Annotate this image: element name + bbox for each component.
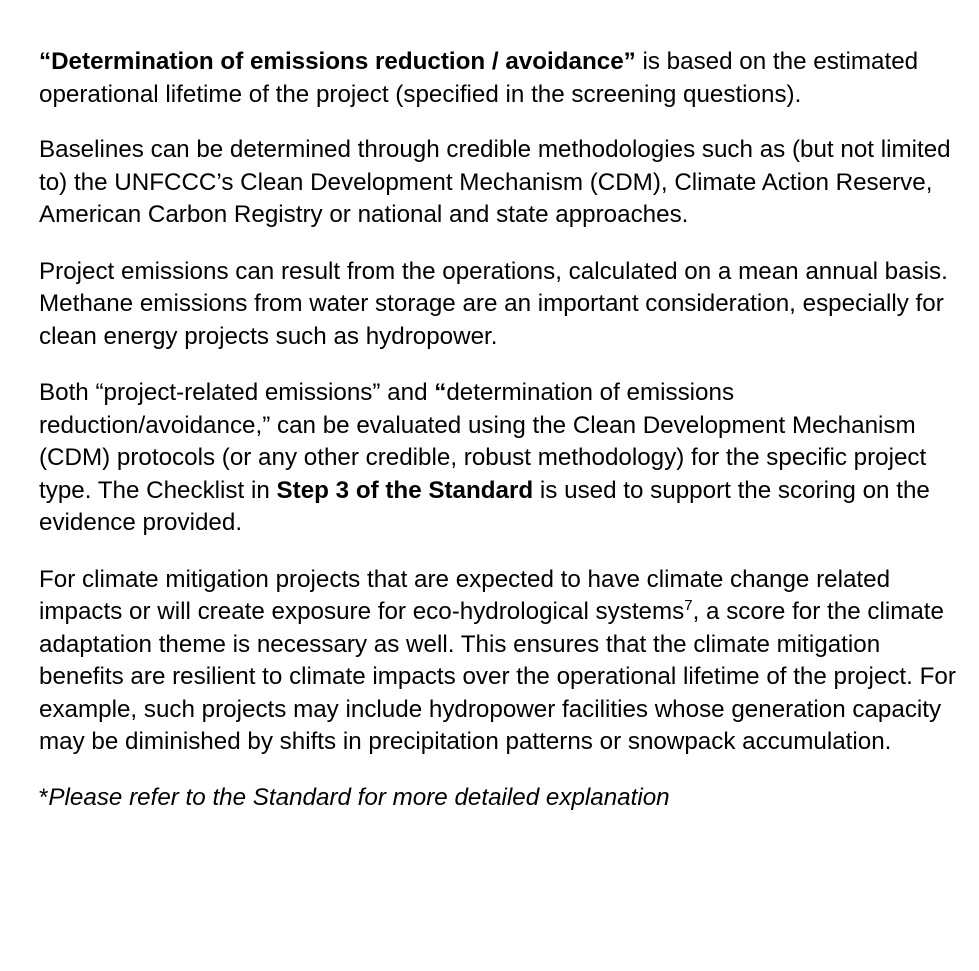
paragraph-text: Both “project-related emissions” and [39, 379, 435, 406]
note-asterisk: * [39, 783, 49, 811]
paragraph-text: For climate mitigation projects that are expected to have climate change related impacts or will create exposure for eco-hydrological systems [39, 565, 891, 625]
term-step-3: Step 3 of the Standard [276, 476, 534, 504]
paragraph-text: is used to support the scoring on the evidence provided. [39, 476, 930, 536]
paragraph-baselines [39, 134, 969, 232]
bold-quote-mark: “ [434, 379, 447, 406]
paragraph-evaluation [39, 377, 969, 540]
note-text: Please refer to the Standard for more detailed explanation [48, 783, 670, 811]
document-body [39, 46, 969, 814]
paragraph-climate-mitigation [39, 564, 969, 759]
paragraph-determination [39, 46, 969, 111]
paragraph-text: Baselines can be determined through credible methodologies such as (but not limited to) the UNFCCC’s Clean Development Mechanism (CDM), Climate Action Reserve, American Carbon Registry or national and state approaches. [39, 136, 951, 228]
paragraph-text: , a score for the climate adaptation theme is necessary as well. This ensures that the climate mitigation benefits are resilient to climate impacts over the operational lifetime of the project. For example, such projects may include hydropower facilities whose generation capacity may be diminished by shifts in precipitation patterns or snowpack accumulation. [39, 598, 956, 755]
paragraph-text: is based on the estimated operational lifetime of the project (specified in the screening questions). [39, 48, 919, 108]
paragraph-project-emissions [39, 256, 969, 354]
standard-note [39, 782, 969, 815]
paragraph-text: Project emissions can result from the operations, calculated on a mean annual basis. Methane emissions from water storage are an important consideration, especially for clean energy projects such as hydropower. [39, 257, 948, 350]
term-determination: “Determination of emissions reduction / avoidance” [39, 48, 636, 75]
paragraph-text: determination of emissions reduction/avoidance,” can be evaluated using the Clean Development Mechanism (CDM) protocols (or any other credible, robust methodology) for the specific project type. The Checklist in [39, 379, 927, 504]
footnote-reference[interactable]: 7 [684, 597, 693, 614]
